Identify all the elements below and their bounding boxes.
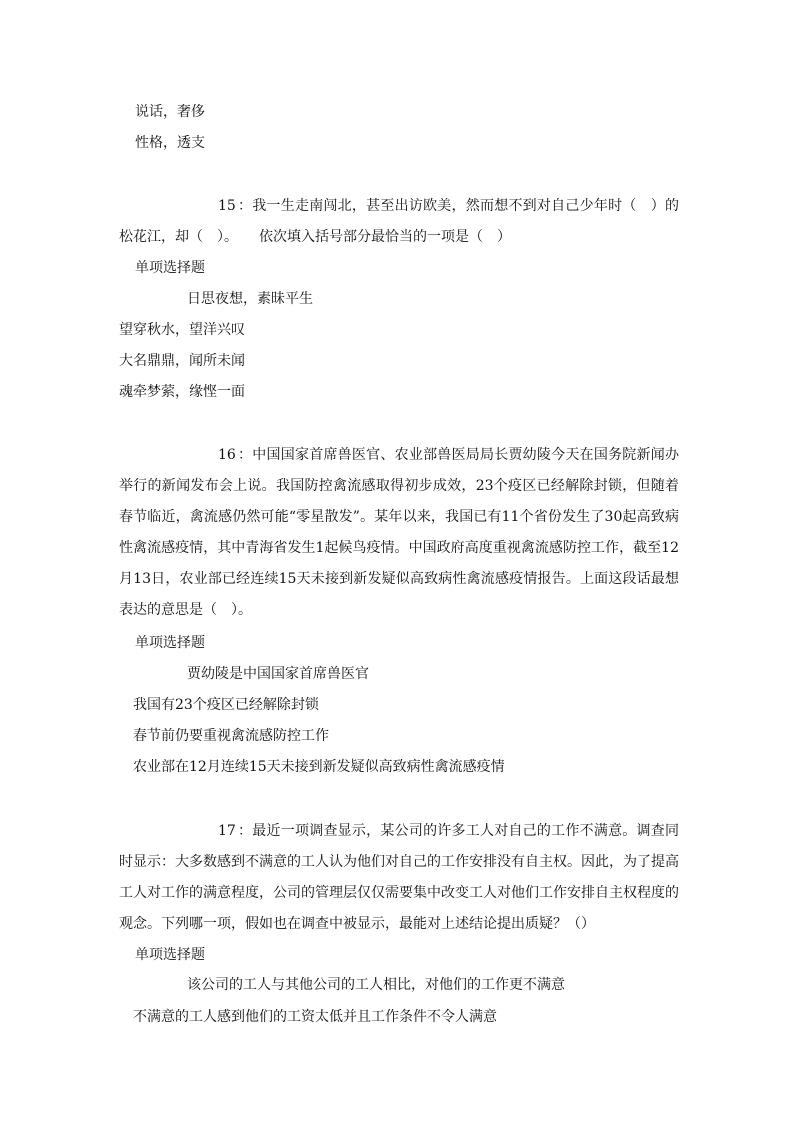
question-17-stem — [119, 816, 679, 940]
question-15-option-d: 魂牵梦萦，缘悭一面 — [119, 384, 245, 400]
question-number: 15 — [218, 198, 236, 214]
question-16-option-a: 贾幼陵是中国国家首席兽医官 — [187, 666, 369, 682]
question-number: 17 — [218, 823, 236, 839]
question-text: ：我一生走南闯北，甚至出访欧美，然而想不到对自己少年时（ ）的松花江，却（ ）。 依次填入括号部分最恰当的一项是（ ） — [119, 198, 679, 245]
question-17-option-b: 不满意的工人感到他们的工资太低并且工作条件不令人满意 — [133, 1009, 497, 1025]
prev-option-d: 性格，透支 — [135, 135, 205, 151]
question-16-option-d: 农业部在12月连续15天未接到新发疑似高致病性禽流感疫情 — [133, 759, 505, 775]
prev-option-c: 说话，奢侈 — [135, 104, 205, 120]
question-text: ：中国国家首席兽医官、农业部兽医局局长贾幼陵今天在国务院新闻办举行的新闻发布会上说。我国防控禽流感取得初步成效，23个疫区已经解除封锁，但随着春节临近，禽流感仍然可能“零星散发”。某年以来，我国已有11个省份发生了30起高致病性禽流感疫情，其中青海省发生1起候鸟疫情。中国政府高度重视禽流感防控工作，截至12月13日，农业部已经连续15天未接到新发疑似高致病性禽流感疫情报告。上面这段话最想表达的意思是（ ）。 — [119, 447, 679, 618]
question-number: 16 — [218, 447, 236, 463]
question-type-label: 单项选择题 — [135, 260, 205, 276]
question-type-label: 单项选择题 — [135, 635, 205, 651]
question-16-option-b: 我国有23个疫区已经解除封锁 — [133, 697, 319, 713]
question-15-option-a: 日思夜想，素昧平生 — [187, 291, 313, 307]
question-15-stem — [119, 191, 679, 253]
question-16-option-c: 春节前仍要重视禽流感防控工作 — [133, 728, 329, 744]
question-17-option-a: 该公司的工人与其他公司的工人相比，对他们的工作更不满意 — [187, 977, 565, 993]
question-15-option-b: 望穿秋水，望洋兴叹 — [119, 322, 245, 338]
question-16-stem — [119, 440, 679, 626]
question-text: ：最近一项调查显示，某公司的许多工人对自己的工作不满意。调查同时显示：大多数感到不满意的工人认为他们对自己的工作安排没有自主权。因此，为了提高工人对工作的满意程度，公司的管理层仅仅需要集中改变工人对他们工作安排自主权程度的观念。下列哪一项，假如也在调查中被显示，最能对上述结论提出质疑？（） — [119, 823, 679, 932]
question-type-label: 单项选择题 — [135, 947, 205, 963]
question-15-option-c: 大名鼎鼎，闻所未闻 — [119, 353, 245, 369]
